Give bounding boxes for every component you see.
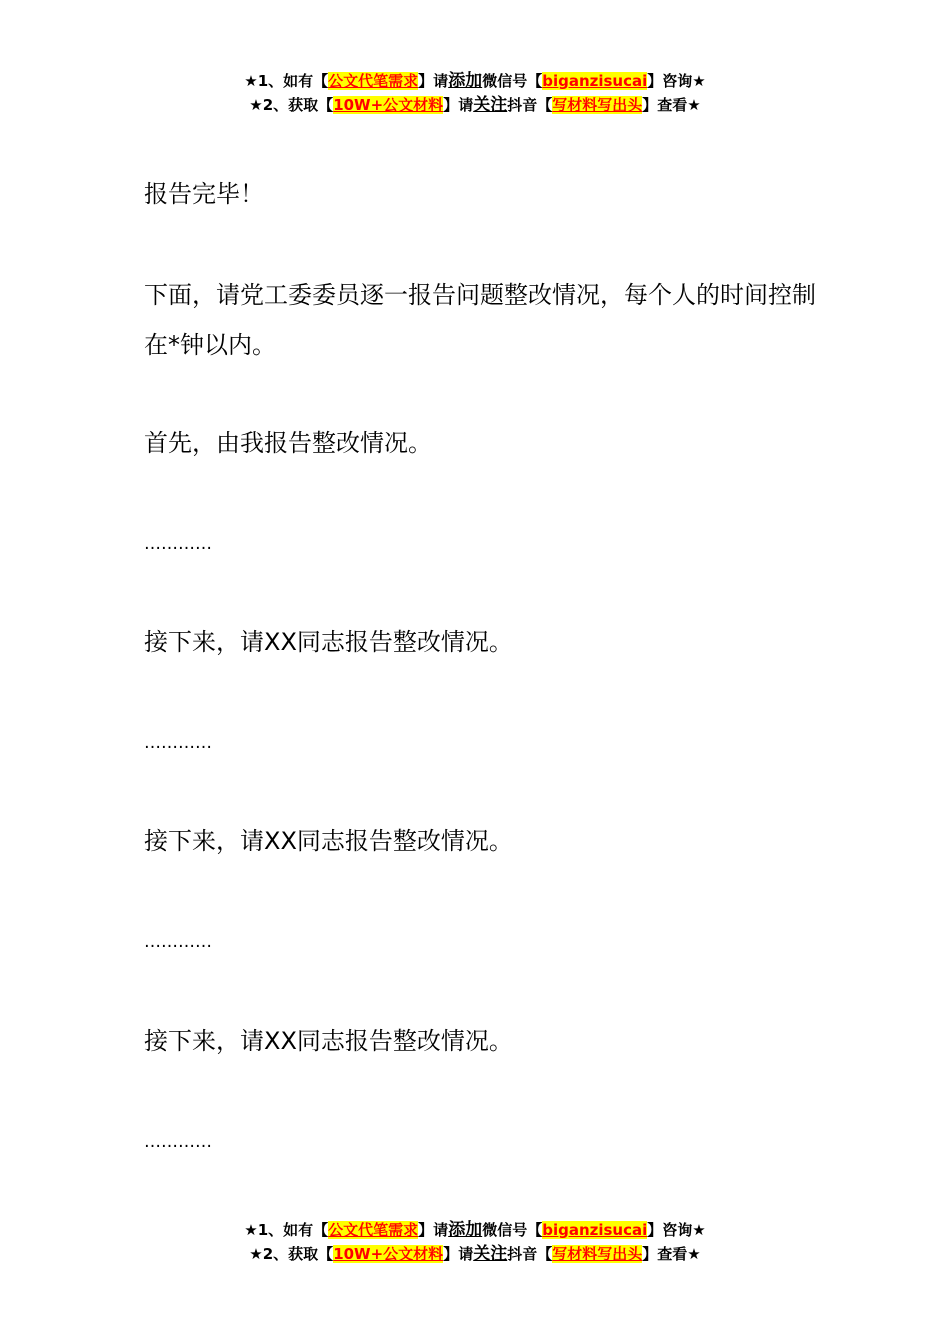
banner-emphasis: 关注 [473, 95, 508, 115]
banner-line-1 [0, 1218, 950, 1242]
banner-emphasis: 添加 [448, 71, 483, 91]
ellipsis: ………… [144, 733, 212, 753]
banner-line-2 [0, 93, 950, 117]
banner-text: 】查看★ [642, 96, 701, 114]
paragraph: 下面，请党工委委员逐一报告问题整改情况，每个人的时间控制在*钟以内。 [144, 281, 816, 359]
paragraph: 接下来，请XX同志报告整改情况。 [144, 827, 513, 855]
paragraph: 接下来，请XX同志报告整改情况。 [144, 1027, 513, 1055]
banner-highlight: 10W+公文材料 [333, 96, 444, 114]
banner-text: ★1、如有【 [244, 1221, 329, 1239]
banner-highlight: biganzisucai [542, 72, 648, 90]
banner-text: 】请 [443, 1245, 474, 1263]
banner-text: ★2、获取【 [249, 1245, 334, 1263]
banner-text: ★1、如有【 [244, 72, 329, 90]
banner-highlight: biganzisucai [542, 1221, 648, 1239]
banner-emphasis: 关注 [473, 1244, 508, 1264]
banner-highlight: 写材料写出头 [552, 96, 643, 114]
footer-banner [0, 1218, 950, 1266]
banner-line-2 [0, 1242, 950, 1266]
banner-text: 抖音【 [507, 96, 553, 114]
banner-highlight: 10W+公文材料 [333, 1245, 444, 1263]
paragraph: 接下来，请XX同志报告整改情况。 [144, 628, 513, 656]
ellipsis: ………… [144, 1132, 212, 1152]
banner-text: 】咨询★ [647, 1221, 706, 1239]
ellipsis: ………… [144, 534, 212, 554]
banner-text: 】请 [418, 72, 449, 90]
banner-highlight: 公文代笔需求 [328, 72, 419, 90]
banner-text: 】查看★ [642, 1245, 701, 1263]
banner-highlight: 写材料写出头 [552, 1245, 643, 1263]
banner-text: 】请 [443, 96, 474, 114]
paragraph: 首先，由我报告整改情况。 [144, 429, 432, 457]
banner-text: 微信号【 [482, 1221, 543, 1239]
paragraph: 报告完毕！ [144, 180, 264, 208]
banner-text: ★2、获取【 [249, 96, 334, 114]
banner-highlight: 公文代笔需求 [328, 1221, 419, 1239]
banner-line-1 [0, 69, 950, 93]
banner-text: 微信号【 [482, 72, 543, 90]
banner-text: 】请 [418, 1221, 449, 1239]
banner-text: 】咨询★ [647, 72, 706, 90]
banner-emphasis: 添加 [448, 1220, 483, 1240]
banner-text: 抖音【 [507, 1245, 553, 1263]
ellipsis: ………… [144, 932, 212, 952]
header-banner [0, 69, 950, 117]
